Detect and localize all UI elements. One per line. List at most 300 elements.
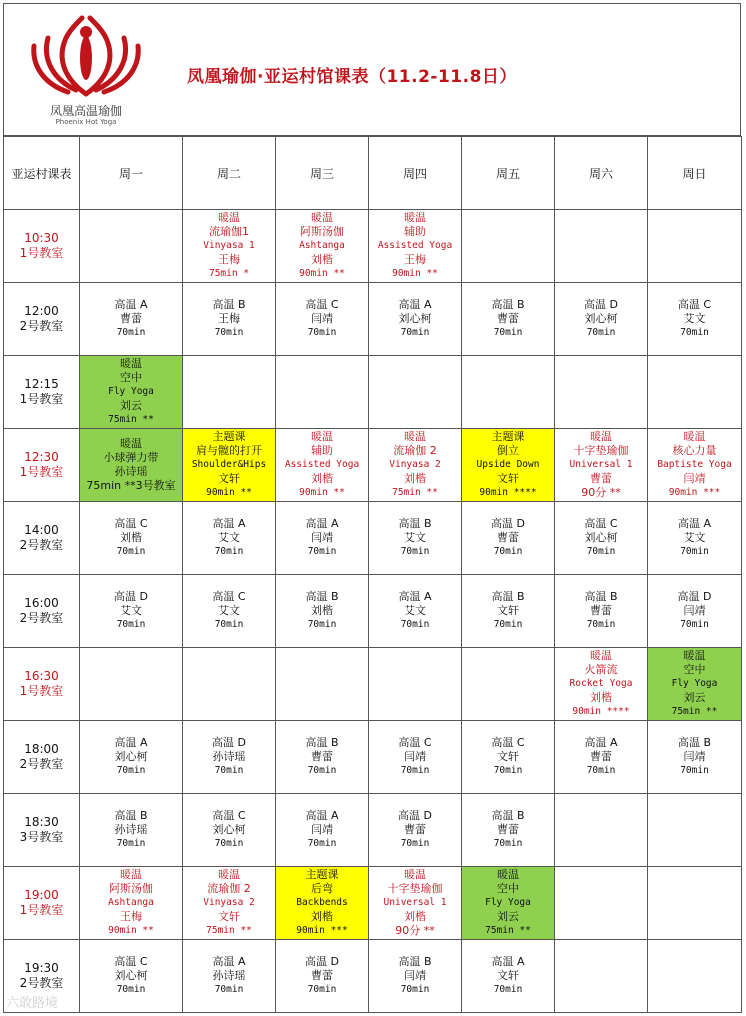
class-line: 高温 A: [114, 298, 148, 311]
class-cell: [369, 429, 462, 502]
class-line: Vinyasa 1: [203, 240, 255, 251]
class-line: Vinyasa 2: [203, 897, 255, 908]
class-cell: [369, 940, 462, 1013]
day-header: 周二: [183, 137, 276, 210]
slot-time: 12:30: [24, 450, 59, 464]
class-line: 暖温: [311, 430, 333, 443]
class-line: 70min: [400, 984, 430, 995]
class-line: 高温 D: [584, 298, 618, 311]
class-line: Rocket Yoga: [569, 678, 633, 689]
class-line: 暖温: [218, 211, 240, 224]
class-cell: [183, 940, 276, 1013]
time-slot-cell: [4, 502, 80, 575]
class-line: 闫靖: [683, 604, 706, 617]
class-line: 90分 **: [395, 924, 435, 937]
class-line: 70min: [493, 619, 523, 630]
class-line: 高温 C: [491, 736, 525, 749]
class-cell: [369, 575, 462, 648]
time-slot-row: [4, 940, 742, 1013]
class-line: 高温 B: [212, 298, 246, 311]
class-line: 暖温: [590, 649, 612, 662]
slot-time: 12:15: [24, 377, 59, 391]
class-cell: [80, 356, 183, 429]
class-line: 刘楷: [311, 472, 333, 485]
class-line: 曹蕾: [497, 312, 519, 325]
class-line: 高温 C: [114, 955, 148, 968]
slot-time: 10:30: [24, 231, 59, 245]
class-line: 暖温: [120, 357, 142, 370]
class-line: 刘心柯: [114, 969, 148, 982]
class-line: 空中: [497, 882, 519, 895]
slot-time: 19:30: [24, 961, 59, 975]
class-line: 高温 B: [398, 517, 432, 530]
class-line: Assisted Yoga: [377, 240, 453, 251]
class-line: 高温 A: [305, 809, 339, 822]
class-line: 高温 A: [398, 298, 432, 311]
empty-class-cell: [648, 356, 742, 429]
class-cell: [648, 575, 742, 648]
class-line: 暖温: [120, 868, 142, 881]
empty-class-cell: [555, 210, 648, 283]
class-line: 70min: [116, 838, 146, 849]
class-line: 高温 D: [398, 809, 432, 822]
time-slot-cell: [4, 429, 80, 502]
class-line: 70min: [214, 327, 244, 338]
class-line: 高温 A: [398, 590, 432, 603]
class-line: 文轩: [218, 472, 240, 485]
class-line: Fly Yoga: [671, 678, 718, 689]
logo-chinese-name: 凤凰高温瑜伽: [49, 104, 122, 118]
class-line: 流瑜伽1: [209, 225, 249, 238]
empty-class-cell: [183, 648, 276, 721]
class-line: 70min: [214, 838, 244, 849]
class-line: 高温 B: [677, 736, 712, 749]
class-line: 70min: [307, 838, 337, 849]
class-line: 高温 D: [114, 590, 148, 603]
class-line: 70min: [116, 327, 146, 338]
class-line: 70min: [307, 546, 337, 557]
class-line: 高温 D: [305, 955, 339, 968]
class-line: 90min ****: [479, 487, 537, 498]
class-cell: [648, 502, 742, 575]
class-line: 75min **: [392, 487, 438, 498]
slot-time: 16:30: [24, 669, 59, 683]
class-line: 75min **: [108, 414, 154, 425]
class-cell: [369, 867, 462, 940]
class-line: 阿斯汤伽: [300, 225, 344, 238]
class-line: 70min: [586, 327, 616, 338]
class-cell: [462, 502, 555, 575]
empty-class-cell: [80, 210, 183, 283]
class-line: 90min ***: [668, 487, 721, 498]
time-slot-row: [4, 210, 742, 283]
class-line: 暖温: [683, 430, 706, 443]
corner-label: 亚运村课表: [4, 137, 80, 210]
class-line: 闫靖: [311, 531, 333, 544]
class-line: 主题课: [491, 430, 525, 443]
empty-class-cell: [555, 356, 648, 429]
class-line: 文轩: [218, 910, 240, 923]
class-line: 75min **: [671, 706, 718, 717]
class-line: 70min: [493, 765, 523, 776]
class-cell: [369, 721, 462, 794]
time-slot-row: [4, 502, 742, 575]
time-slot-row: [4, 429, 742, 502]
class-cell: [462, 283, 555, 356]
class-line: 高温 C: [305, 298, 339, 311]
class-line: 高温 B: [584, 590, 618, 603]
class-line: 90min **: [206, 487, 252, 498]
slot-room: 1号教室: [19, 903, 64, 917]
empty-class-cell: [276, 356, 369, 429]
class-cell: [276, 794, 369, 867]
class-line: 高温 A: [212, 955, 246, 968]
class-line: 王梅: [404, 253, 426, 266]
class-line: 高温 A: [212, 517, 246, 530]
class-line: Vinyasa 2: [389, 459, 441, 470]
class-cell: [648, 429, 742, 502]
class-cell: [369, 502, 462, 575]
class-line: 70min: [400, 765, 430, 776]
class-line: 倒立: [497, 444, 519, 457]
class-line: 暖温: [218, 868, 240, 881]
class-line: 曹蕾: [120, 312, 142, 325]
class-line: 辅助: [311, 444, 333, 457]
phoenix-logo: [26, 10, 146, 132]
class-line: 闫靖: [311, 823, 333, 836]
class-cell: [555, 283, 648, 356]
time-slot-cell: [4, 210, 80, 283]
class-line: 高温 B: [491, 298, 525, 311]
class-line: 刘楷: [120, 531, 142, 544]
slot-room: 2号教室: [19, 976, 64, 990]
class-cell: [276, 721, 369, 794]
class-line: 高温 A: [677, 517, 712, 530]
class-line: 70min: [493, 546, 523, 557]
empty-class-cell: [648, 867, 742, 940]
class-line: 高温 D: [491, 517, 525, 530]
page-title: 凤凰瑜伽·亚运村馆课表（11.2-11.8日）: [187, 67, 517, 87]
class-line: 75min **3号教室: [86, 479, 176, 492]
class-line: 刘心柯: [212, 823, 246, 836]
class-cell: [183, 429, 276, 502]
slot-room: 1号教室: [19, 684, 64, 698]
class-line: 王梅: [120, 910, 142, 923]
class-cell: [648, 648, 742, 721]
class-line: 流瑜伽 2: [393, 444, 437, 457]
slot-room: 2号教室: [19, 538, 64, 552]
class-line: Upside Down: [476, 459, 540, 470]
class-line: 高温 D: [212, 736, 246, 749]
time-slot-row: [4, 648, 742, 721]
empty-class-cell: [555, 794, 648, 867]
class-cell: [276, 429, 369, 502]
slot-time: 14:00: [24, 523, 59, 537]
class-cell: [80, 794, 183, 867]
class-cell: [183, 575, 276, 648]
class-line: Universal 1: [383, 897, 447, 908]
class-line: 主题课: [305, 868, 339, 881]
class-line: 刘云: [683, 691, 706, 704]
class-line: 70min: [493, 838, 523, 849]
empty-class-cell: [648, 794, 742, 867]
class-line: 90min ***: [296, 925, 348, 936]
class-line: 70min: [307, 984, 337, 995]
time-slot-row: [4, 283, 742, 356]
class-line: 文轩: [497, 604, 519, 617]
time-slot-cell: [4, 283, 80, 356]
slot-room: 2号教室: [19, 611, 64, 625]
class-line: 70min: [586, 546, 616, 557]
class-line: 曹蕾: [590, 472, 612, 485]
class-line: 高温 C: [584, 517, 618, 530]
time-slot-cell: [4, 721, 80, 794]
class-line: 艾文: [683, 531, 706, 544]
class-cell: [276, 502, 369, 575]
class-cell: [462, 794, 555, 867]
class-line: 70min: [400, 546, 430, 557]
class-line: 刘楷: [404, 472, 426, 485]
class-line: 刘楷: [311, 253, 333, 266]
empty-class-cell: [462, 210, 555, 283]
time-slot-row: [4, 721, 742, 794]
class-cell: [276, 940, 369, 1013]
class-line: 曹蕾: [497, 531, 519, 544]
slot-room: 2号教室: [19, 757, 64, 771]
empty-class-cell: [555, 867, 648, 940]
class-line: Baptiste Yoga: [657, 459, 732, 470]
class-line: 艾文: [404, 531, 426, 544]
class-line: Shoulder&Hips: [191, 459, 267, 470]
class-line: 空中: [683, 663, 706, 676]
class-line: 辅助: [404, 225, 426, 238]
class-line: 艾文: [218, 604, 240, 617]
empty-class-cell: [462, 356, 555, 429]
class-line: 高温 C: [114, 517, 148, 530]
class-line: 文轩: [497, 969, 519, 982]
slot-time: 18:30: [24, 815, 59, 829]
class-line: 90min **: [108, 925, 154, 936]
class-line: 70min: [116, 619, 146, 630]
class-cell: [80, 575, 183, 648]
day-header: 周六: [555, 137, 648, 210]
class-line: 高温 A: [491, 955, 525, 968]
class-line: 70min: [493, 984, 523, 995]
class-line: 70min: [586, 619, 616, 630]
class-line: 70min: [400, 619, 430, 630]
class-cell: [276, 283, 369, 356]
class-line: 闫靖: [683, 472, 706, 485]
class-line: 闫靖: [404, 750, 426, 763]
class-cell: [369, 283, 462, 356]
class-line: 75min **: [206, 925, 252, 936]
class-line: 70min: [307, 327, 337, 338]
class-line: 70min: [214, 546, 244, 557]
class-line: 后弯: [311, 882, 333, 895]
empty-class-cell: [648, 940, 742, 1013]
class-line: 曹蕾: [311, 750, 333, 763]
class-line: 曹蕾: [311, 969, 333, 982]
empty-class-cell: [555, 940, 648, 1013]
class-cell: [276, 867, 369, 940]
class-line: 暖温: [590, 430, 612, 443]
class-cell: [648, 721, 742, 794]
class-line: 高温 B: [491, 809, 525, 822]
class-line: 艾文: [218, 531, 240, 544]
class-line: 70min: [214, 765, 244, 776]
class-line: 闫靖: [311, 312, 333, 325]
empty-class-cell: [648, 210, 742, 283]
class-line: 70min: [493, 327, 523, 338]
class-line: 刘云: [497, 910, 519, 923]
class-line: 艾文: [404, 604, 426, 617]
class-line: 高温 B: [305, 590, 339, 603]
class-line: 高温 A: [305, 517, 339, 530]
class-line: 高温 A: [584, 736, 618, 749]
class-cell: [183, 210, 276, 283]
class-line: 暖温: [404, 868, 426, 881]
day-header: 周五: [462, 137, 555, 210]
class-line: 高温 A: [114, 736, 148, 749]
class-line: 70min: [680, 327, 709, 338]
class-line: 高温 B: [114, 809, 148, 822]
empty-class-cell: [369, 356, 462, 429]
class-line: 曹蕾: [404, 823, 426, 836]
time-slot-cell: [4, 575, 80, 648]
class-line: 肩与髋的打开: [196, 444, 262, 457]
class-line: 90min **: [299, 487, 345, 498]
class-line: Ashtanga: [108, 897, 154, 908]
class-cell: [183, 283, 276, 356]
slot-time: 16:00: [24, 596, 59, 610]
class-line: 75min *: [208, 268, 250, 279]
class-line: 闫靖: [404, 969, 426, 982]
class-cell: [183, 794, 276, 867]
class-line: 刘心柯: [398, 312, 432, 325]
time-slot-cell: [4, 867, 80, 940]
class-line: 暖温: [404, 211, 426, 224]
class-cell: [462, 575, 555, 648]
class-cell: [369, 794, 462, 867]
class-line: 90min **: [299, 268, 345, 279]
class-line: 90min ****: [572, 706, 630, 717]
class-line: 高温 B: [305, 736, 339, 749]
class-line: 闫靖: [683, 750, 706, 763]
empty-class-cell: [462, 648, 555, 721]
slot-room: 1号教室: [19, 392, 64, 406]
class-line: 高温 B: [491, 590, 525, 603]
class-line: 刘云: [120, 399, 142, 412]
slot-time: 19:00: [24, 888, 59, 902]
class-line: 王梅: [218, 253, 240, 266]
class-line: 暖温: [404, 430, 426, 443]
class-cell: [80, 867, 183, 940]
class-cell: [183, 502, 276, 575]
slot-room: 2号教室: [19, 319, 64, 333]
time-slot-cell: [4, 794, 80, 867]
class-line: Fly Yoga: [485, 897, 531, 908]
class-cell: [648, 283, 742, 356]
class-cell: [462, 940, 555, 1013]
class-line: Fly Yoga: [108, 386, 154, 397]
class-cell: [80, 940, 183, 1013]
class-cell: [183, 721, 276, 794]
class-line: 70min: [116, 546, 146, 557]
class-line: 高温 C: [677, 298, 712, 311]
class-line: 刘楷: [404, 910, 426, 923]
class-line: 70min: [400, 838, 430, 849]
slot-time: 18:00: [24, 742, 59, 756]
class-cell: [276, 575, 369, 648]
class-line: 空中: [120, 371, 142, 384]
class-line: 曹蕾: [590, 750, 612, 763]
class-line: Assisted Yoga: [284, 459, 360, 470]
class-cell: [80, 721, 183, 794]
class-line: 小球弹力带: [103, 451, 159, 464]
phoenix-emblem-icon: [26, 10, 146, 102]
schedule-header: [3, 3, 741, 136]
class-cell: [183, 867, 276, 940]
time-slot-row: [4, 356, 742, 429]
class-line: 刘心柯: [114, 750, 148, 763]
class-cell: [555, 429, 648, 502]
time-slot-cell: [4, 356, 80, 429]
class-line: 流瑜伽 2: [207, 882, 251, 895]
class-line: 文轩: [497, 750, 519, 763]
class-line: Ashtanga: [299, 240, 345, 251]
day-header-row: [4, 137, 742, 210]
class-line: 王梅: [218, 312, 240, 325]
class-line: 核心力量: [672, 444, 717, 457]
logo-english-name: Phoenix Hot Yoga: [55, 118, 117, 126]
class-line: 70min: [116, 765, 146, 776]
class-line: 70min: [307, 619, 337, 630]
class-line: 暖温: [120, 437, 142, 450]
class-line: 高温 C: [212, 809, 246, 822]
empty-class-cell: [80, 648, 183, 721]
class-line: 文轩: [497, 472, 519, 485]
day-header: 周日: [648, 137, 742, 210]
time-slot-cell: [4, 648, 80, 721]
class-line: 70min: [680, 765, 709, 776]
class-line: 艾文: [683, 312, 706, 325]
class-line: 高温 B: [398, 955, 432, 968]
day-header: 周三: [276, 137, 369, 210]
class-cell: [555, 721, 648, 794]
class-line: 刘楷: [590, 691, 612, 704]
class-line: 刘心柯: [584, 531, 618, 544]
class-cell: [80, 283, 183, 356]
class-line: 70min: [400, 327, 430, 338]
class-line: 90min **: [392, 268, 438, 279]
day-header: 周一: [80, 137, 183, 210]
class-line: 孙诗瑶: [212, 969, 246, 982]
class-line: 70min: [680, 619, 709, 630]
class-line: 暖温: [683, 649, 706, 662]
time-slot-row: [4, 575, 742, 648]
class-line: 70min: [307, 765, 337, 776]
class-line: 刘心柯: [584, 312, 618, 325]
class-line: 70min: [680, 546, 709, 557]
class-line: 十字垫瑜伽: [573, 444, 629, 457]
time-slot-row: [4, 794, 742, 867]
empty-class-cell: [276, 648, 369, 721]
day-header: 周四: [369, 137, 462, 210]
class-line: 曹蕾: [497, 823, 519, 836]
class-cell: [462, 867, 555, 940]
class-line: 阿斯汤伽: [109, 882, 153, 895]
empty-class-cell: [369, 648, 462, 721]
